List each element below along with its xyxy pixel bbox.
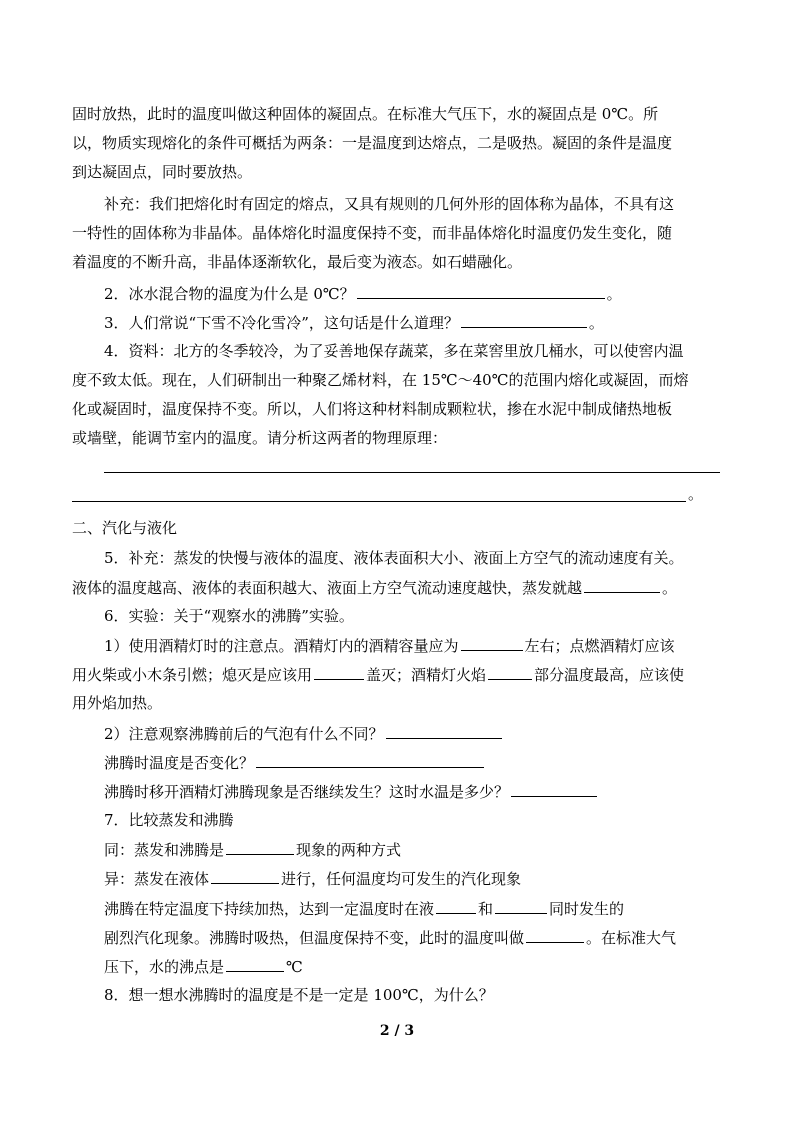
supplement-line-2: 一特性的固体称为非晶体。晶体熔化时温度保持不变，而非晶体熔化时温度仍发生变化，随 bbox=[72, 224, 673, 242]
question-6-line-1 bbox=[104, 635, 675, 656]
question-6-text: 部分温度最高，应该使 bbox=[534, 666, 685, 684]
question-7-boil bbox=[104, 898, 624, 919]
answer-rule-2[interactable] bbox=[72, 501, 686, 502]
question-4-line-4: 或墙壁，能调节室内的温度。请分析这两者的物理原理： bbox=[72, 429, 448, 447]
question-7-text: ℃ bbox=[286, 958, 303, 976]
intro-line-2: 以，物质实现熔化的条件可概括为两条：一是温度到达熔点，二是吸热。凝固的条件是温度 bbox=[72, 134, 673, 152]
answer-blank[interactable] bbox=[488, 664, 532, 680]
answer-blank[interactable] bbox=[436, 898, 476, 914]
question-6-line-2 bbox=[72, 664, 684, 685]
supplement-line-1: 补充：我们把熔化时有固定的熔点，又具有规则的几何外形的固体称为晶体，不具有这 bbox=[104, 195, 675, 213]
question-5-line-1: 5．补充：蒸发的快慢与液体的温度、液体表面积大小、液面上方空气的流动速度有关。 bbox=[104, 549, 684, 567]
question-4-line-2: 度不致太低。现在，人们研制出一种聚乙烯材料，在 15℃～40℃的范围内熔化或凝固，而熔 bbox=[72, 371, 689, 389]
answer-blank[interactable] bbox=[211, 868, 279, 884]
question-7-title: 7．比较蒸发和沸腾 bbox=[104, 811, 234, 829]
question-7-text: 。在标准大气 bbox=[586, 929, 677, 947]
question-3-text: 3．人们常说“下雪不冷化雪冷”，这句话是什么道理？ bbox=[104, 314, 459, 332]
question-5-text: 液体的温度越高、液体的表面积越大、液面上方空气流动速度越快，蒸发就越 bbox=[72, 579, 583, 597]
question-7-text: 异：蒸发在液体 bbox=[104, 870, 210, 888]
question-7-text: 现象的两种方式 bbox=[296, 841, 402, 859]
answer-rule-1[interactable] bbox=[104, 472, 720, 473]
question-7-text: 进行，任何温度均可发生的汽化现象 bbox=[281, 870, 522, 888]
answer-blank[interactable] bbox=[314, 664, 364, 680]
intro-line-3: 到达凝固点，同时要放热。 bbox=[72, 163, 253, 181]
page-number: 2 / 3 bbox=[379, 1023, 415, 1039]
question-7-boil-2 bbox=[104, 927, 676, 948]
answer-blank[interactable] bbox=[226, 956, 284, 972]
question-4-line-1: 4．资料：北方的冬季较冷，为了妥善地保存蔬菜，多在菜窖里放几桶水，可以使窖内温 bbox=[104, 342, 684, 360]
section-title: 二、汽化与液化 bbox=[72, 519, 178, 537]
answer-blank[interactable] bbox=[526, 927, 584, 943]
question-6-text: 盖灭；酒精灯火焰 bbox=[366, 666, 487, 684]
answer-blank[interactable] bbox=[256, 752, 484, 768]
question-7-text: 和 bbox=[478, 900, 494, 918]
question-2 bbox=[104, 283, 622, 304]
question-5-end: 。 bbox=[662, 579, 678, 597]
supplement-line-3: 着温度的不断升高，非晶体逐渐软化，最后变为液态。如石蜡融化。 bbox=[72, 253, 523, 271]
question-6-line-5 bbox=[104, 752, 486, 773]
answer-blank[interactable] bbox=[386, 723, 502, 739]
question-3 bbox=[104, 312, 604, 333]
question-7-same bbox=[104, 839, 401, 860]
answer-blank[interactable] bbox=[511, 781, 597, 797]
question-3-end: 。 bbox=[588, 314, 604, 332]
question-7-boil-3 bbox=[104, 956, 303, 977]
answer-blank[interactable] bbox=[357, 283, 605, 299]
answer-blank[interactable] bbox=[461, 635, 523, 651]
intro-line-1: 固时放热，此时的温度叫做这种固体的凝固点。在标准大气压下，水的凝固点是 0℃。所 bbox=[72, 105, 659, 123]
question-7-diff bbox=[104, 868, 521, 889]
question-2-text: 2．冰水混合物的温度为什么是 0℃？ bbox=[104, 285, 355, 303]
question-5-line-2 bbox=[72, 577, 677, 598]
question-4-line-3: 化或凝固时，温度保持不变。所以，人们将这种材料制成颗粒状，掺在水泥中制成储热地板 bbox=[72, 400, 673, 418]
question-7-text: 同时发生的 bbox=[549, 900, 625, 918]
question-6-text: 左右；点燃酒精灯应该 bbox=[524, 637, 675, 655]
answer-blank[interactable] bbox=[495, 898, 547, 914]
answer-blank[interactable] bbox=[226, 839, 294, 855]
question-6-text: 沸腾时移开酒精灯沸腾现象是否继续发生？这时水温是多少？ bbox=[104, 783, 510, 801]
question-2-end: 。 bbox=[606, 285, 622, 303]
question-6-text: 用火柴或小木条引燃；熄灭是应该用 bbox=[72, 666, 313, 684]
question-6-text: 2）注意观察沸腾前后的气泡有什么不同？ bbox=[104, 725, 384, 743]
question-6-title: 6．实验：关于“观察水的沸腾”实验。 bbox=[104, 607, 354, 625]
answer-blank[interactable] bbox=[584, 577, 660, 593]
answer-blank[interactable] bbox=[461, 312, 587, 328]
question-6-text: 沸腾时温度是否变化？ bbox=[104, 754, 255, 772]
question-8: 8．想一想水沸腾时的温度是不是一定是 100℃，为什么？ bbox=[104, 986, 494, 1004]
question-6-line-6 bbox=[104, 781, 599, 802]
question-4-end: 。 bbox=[688, 485, 704, 503]
question-6-text: 1）使用酒精灯时的注意点。酒精灯内的酒精容量应为 bbox=[104, 637, 459, 655]
question-7-text: 压下，水的沸点是 bbox=[104, 958, 225, 976]
question-6-line-4 bbox=[104, 723, 504, 744]
question-6-line-3: 用外焰加热。 bbox=[72, 694, 163, 712]
question-7-text: 同：蒸发和沸腾是 bbox=[104, 841, 225, 859]
question-7-text: 剧烈汽化现象。沸腾时吸热，但温度保持不变，此时的温度叫做 bbox=[104, 929, 525, 947]
question-7-text: 沸腾在特定温度下持续加热，达到一定温度时在液 bbox=[104, 900, 435, 918]
